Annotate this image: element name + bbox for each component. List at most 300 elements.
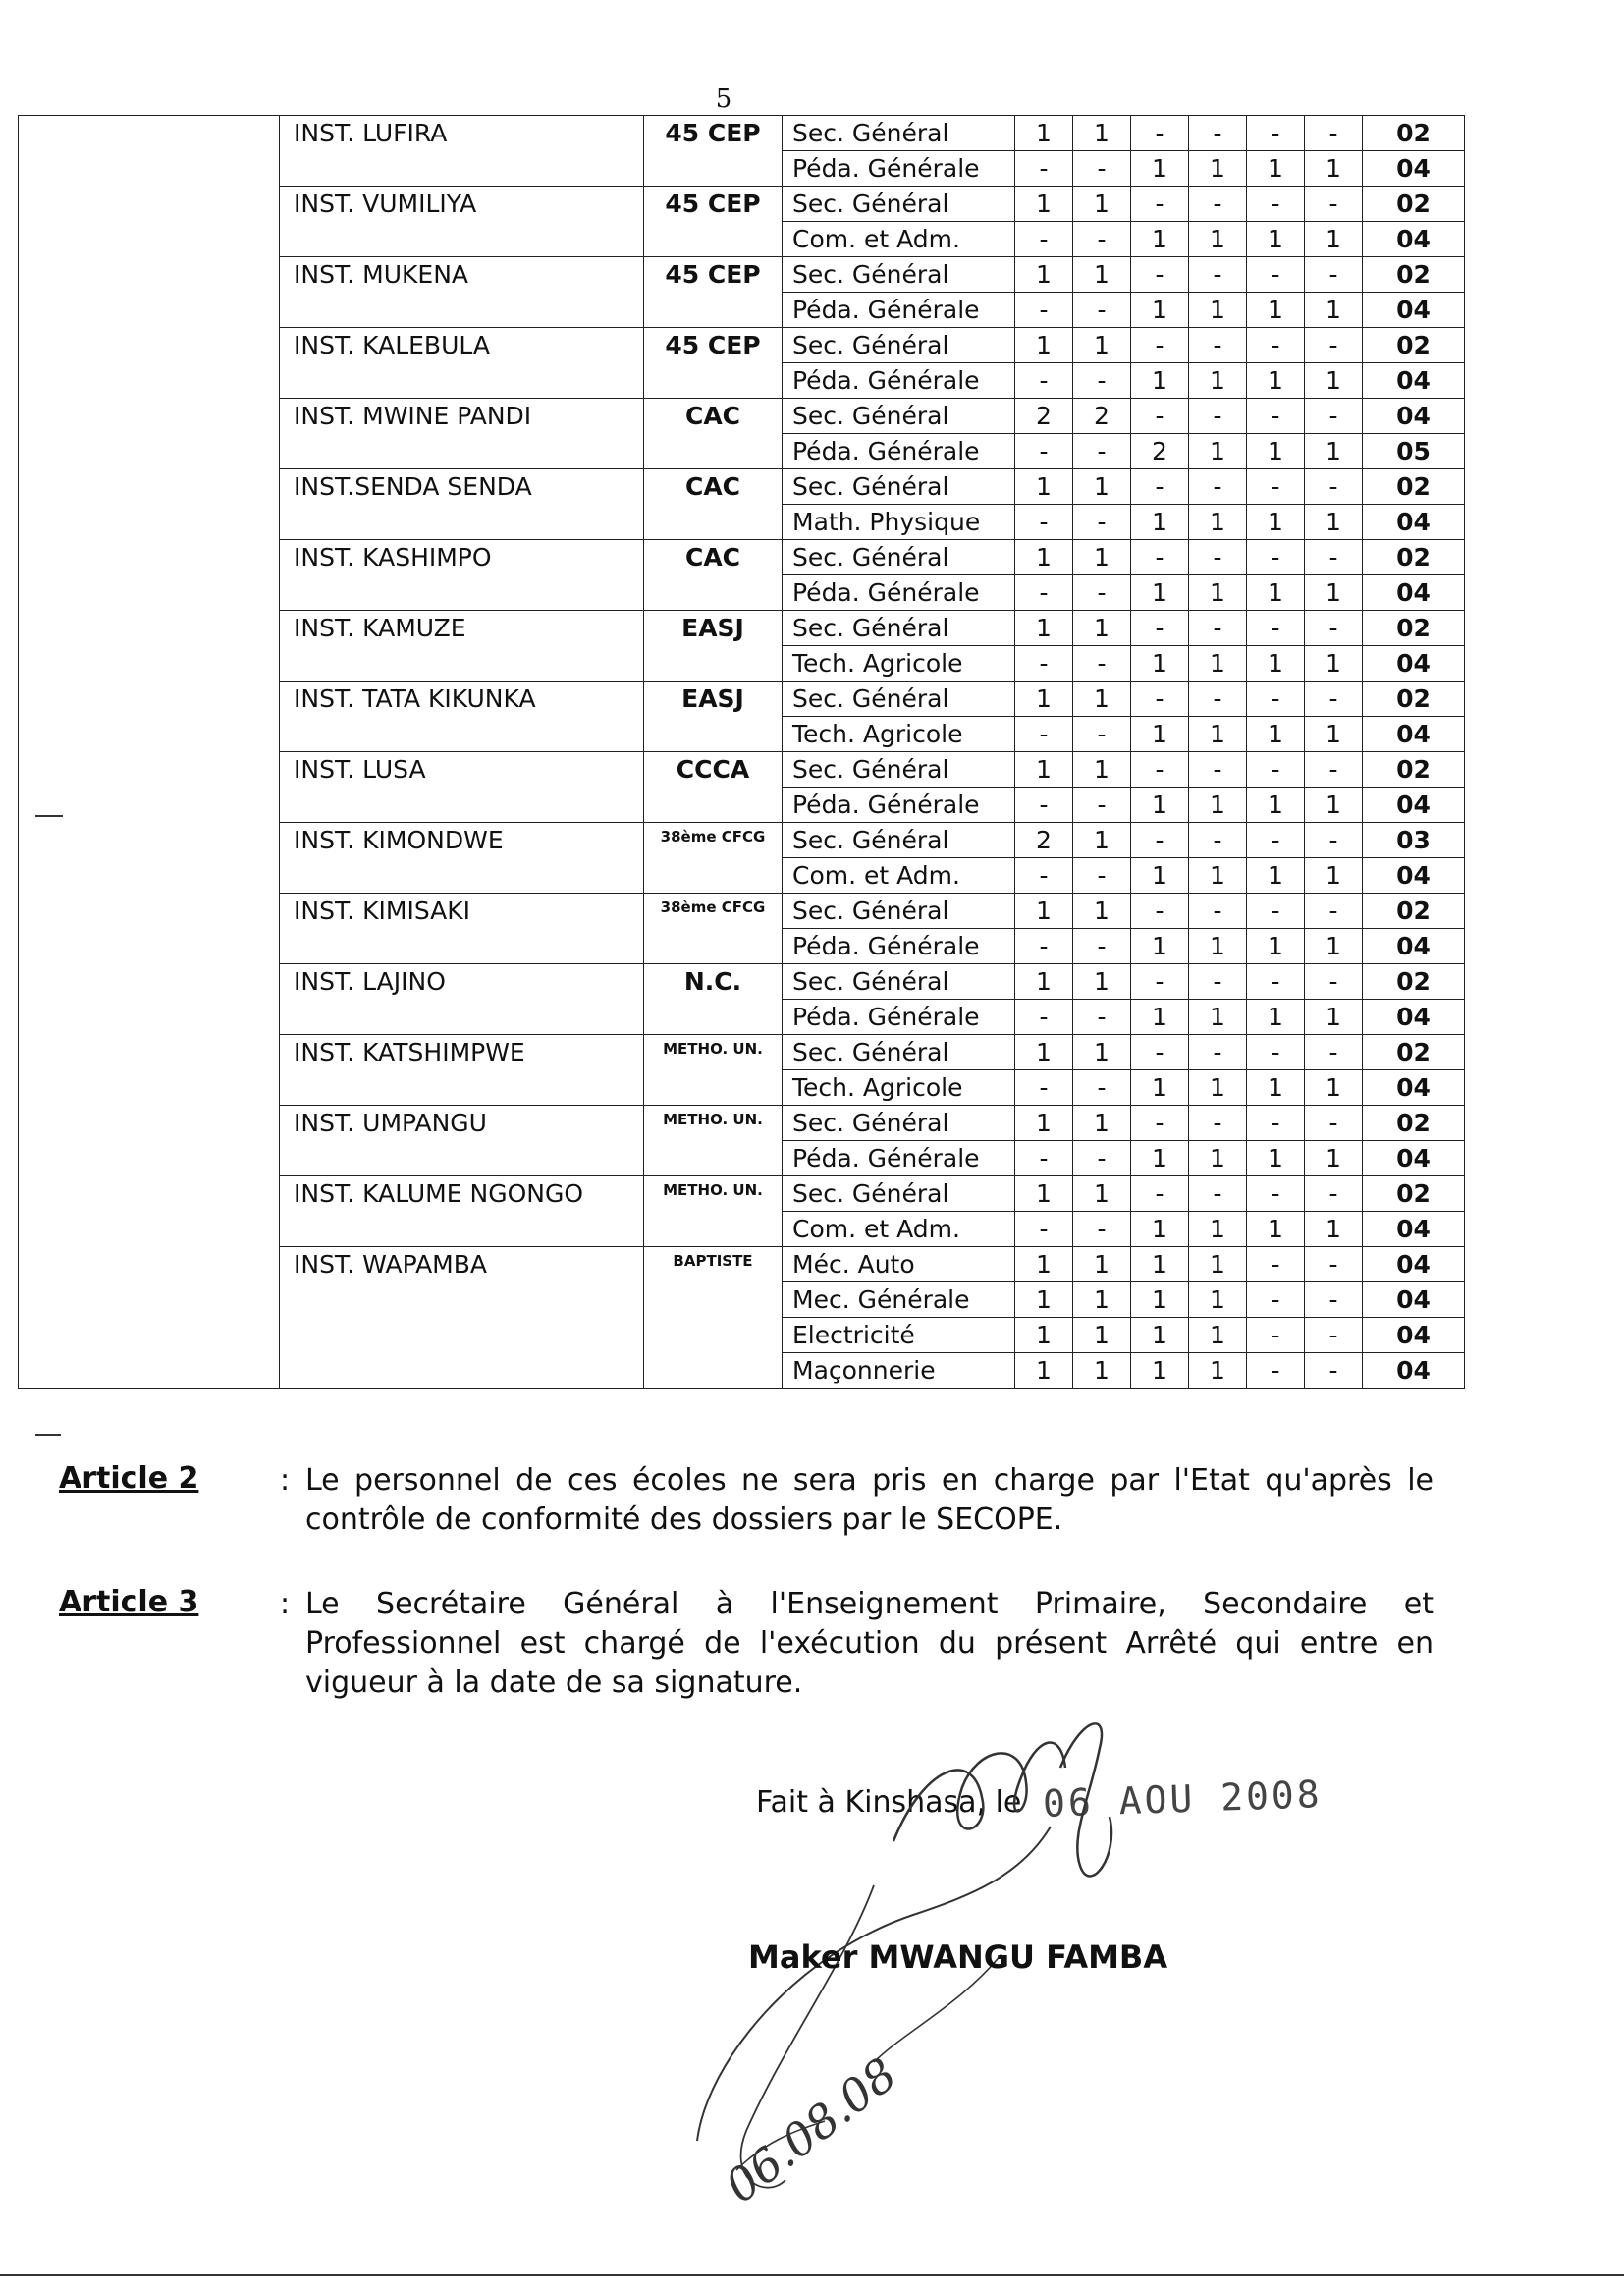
option-cell: Sec. Général xyxy=(783,399,1015,434)
class-count-cell: 2 xyxy=(1073,399,1131,434)
organisation-cell: EASJ xyxy=(644,611,783,682)
school-name-cell: INST. TATA KIKUNKA xyxy=(280,682,644,752)
article-label: Article 3 xyxy=(59,1585,199,1619)
class-count-cell: - xyxy=(1305,823,1363,858)
class-count-cell: - xyxy=(1305,469,1363,505)
schools-table-body xyxy=(19,116,1465,1389)
class-count-cell: - xyxy=(1305,752,1363,788)
class-count-cell: 1 xyxy=(1131,1318,1189,1353)
page-number: 5 xyxy=(715,84,732,114)
class-count-cell: 1 xyxy=(1131,222,1189,257)
class-count-cell: - xyxy=(1073,505,1131,540)
class-count-cell: 1 xyxy=(1073,257,1131,293)
option-cell: Sec. Général xyxy=(783,1106,1015,1141)
class-count-cell: - xyxy=(1131,257,1189,293)
class-count-cell: - xyxy=(1015,222,1073,257)
total-cell: 04 xyxy=(1363,1212,1465,1247)
class-count-cell: - xyxy=(1305,1318,1363,1353)
class-count-cell: - xyxy=(1131,116,1189,151)
option-cell: Péda. Générale xyxy=(783,293,1015,328)
option-cell: Tech. Agricole xyxy=(783,1070,1015,1106)
class-count-cell: 1 xyxy=(1073,187,1131,222)
total-cell: 04 xyxy=(1363,1000,1465,1035)
class-count-cell: 1 xyxy=(1015,257,1073,293)
organisation-cell: METHO. UN. xyxy=(644,1176,783,1247)
option-cell: Math. Physique xyxy=(783,505,1015,540)
closing-place: Fait à Kinshasa, le xyxy=(756,1785,1022,1820)
option-cell: Sec. Général xyxy=(783,611,1015,646)
class-count-cell: 1 xyxy=(1131,788,1189,823)
class-count-cell: 1 xyxy=(1015,1353,1073,1389)
total-cell: 02 xyxy=(1363,469,1465,505)
bottom-rule xyxy=(0,2274,1624,2276)
class-count-cell: 1 xyxy=(1015,1282,1073,1318)
class-count-cell: - xyxy=(1305,1035,1363,1070)
total-cell: 02 xyxy=(1363,682,1465,717)
class-count-cell: 1 xyxy=(1073,1176,1131,1212)
class-count-cell: 1 xyxy=(1131,646,1189,682)
class-count-cell: - xyxy=(1247,1035,1305,1070)
class-count-cell: - xyxy=(1015,858,1073,894)
option-cell: Com. et Adm. xyxy=(783,858,1015,894)
school-name-cell: INST.SENDA SENDA xyxy=(280,469,644,540)
option-cell: Péda. Générale xyxy=(783,788,1015,823)
class-count-cell: 1 xyxy=(1189,788,1247,823)
total-cell: 04 xyxy=(1363,399,1465,434)
class-count-cell: 1 xyxy=(1189,222,1247,257)
school-name-cell: INST. LAJINO xyxy=(280,964,644,1035)
class-count-cell: - xyxy=(1189,1106,1247,1141)
school-name-cell: INST. VUMILIYA xyxy=(280,187,644,257)
class-count-cell: 1 xyxy=(1247,1070,1305,1106)
class-count-cell: 1 xyxy=(1247,575,1305,611)
class-count-cell: 1 xyxy=(1247,717,1305,752)
class-count-cell: 1 xyxy=(1305,929,1363,964)
total-cell: 02 xyxy=(1363,964,1465,1000)
option-cell: Sec. Général xyxy=(783,894,1015,929)
class-count-cell: - xyxy=(1189,894,1247,929)
class-count-cell: 1 xyxy=(1073,752,1131,788)
class-count-cell: 1 xyxy=(1131,363,1189,399)
class-count-cell: 1 xyxy=(1131,1000,1189,1035)
margin-mark xyxy=(35,1434,61,1436)
class-count-cell: - xyxy=(1131,964,1189,1000)
signatory-name: Maker MWANGU FAMBA xyxy=(748,1938,1168,1976)
option-cell: Sec. Général xyxy=(783,328,1015,363)
option-cell: Méc. Auto xyxy=(783,1247,1015,1282)
class-count-cell: 1 xyxy=(1131,1282,1189,1318)
class-count-cell: 1 xyxy=(1015,1176,1073,1212)
class-count-cell: - xyxy=(1015,717,1073,752)
class-count-cell: - xyxy=(1305,964,1363,1000)
option-cell: Maçonnerie xyxy=(783,1353,1015,1389)
school-name-cell: INST. KATSHIMPWE xyxy=(280,1035,644,1106)
organisation-cell: 45 CEP xyxy=(644,187,783,257)
class-count-cell: - xyxy=(1131,540,1189,575)
article-colon: : xyxy=(280,1463,291,1498)
class-count-cell: - xyxy=(1247,469,1305,505)
class-count-cell: - xyxy=(1189,823,1247,858)
class-count-cell: - xyxy=(1015,1212,1073,1247)
class-count-cell: 1 xyxy=(1189,1141,1247,1176)
class-count-cell: 1 xyxy=(1073,823,1131,858)
class-count-cell: 1 xyxy=(1189,1282,1247,1318)
class-count-cell: - xyxy=(1189,964,1247,1000)
articles-section xyxy=(59,1461,1434,1748)
class-count-cell: - xyxy=(1305,187,1363,222)
class-count-cell: - xyxy=(1247,1247,1305,1282)
class-count-cell: - xyxy=(1073,434,1131,469)
class-count-cell: - xyxy=(1131,187,1189,222)
organisation-cell: 38ème CFCG xyxy=(644,894,783,964)
class-count-cell: 1 xyxy=(1131,717,1189,752)
class-count-cell: - xyxy=(1189,1176,1247,1212)
total-cell: 04 xyxy=(1363,717,1465,752)
class-count-cell: - xyxy=(1073,717,1131,752)
option-cell: Péda. Générale xyxy=(783,363,1015,399)
blank-column-cell xyxy=(19,116,280,1389)
margin-mark xyxy=(35,815,63,817)
class-count-cell: - xyxy=(1015,151,1073,187)
class-count-cell: 1 xyxy=(1305,434,1363,469)
class-count-cell: - xyxy=(1015,646,1073,682)
class-count-cell: 1 xyxy=(1015,1106,1073,1141)
class-count-cell: - xyxy=(1015,1070,1073,1106)
option-cell: Péda. Générale xyxy=(783,434,1015,469)
class-count-cell: 1 xyxy=(1247,929,1305,964)
class-count-cell: - xyxy=(1305,894,1363,929)
class-count-cell: 1 xyxy=(1073,540,1131,575)
class-count-cell: - xyxy=(1247,1106,1305,1141)
class-count-cell: 1 xyxy=(1189,575,1247,611)
class-count-cell: - xyxy=(1247,257,1305,293)
total-cell: 02 xyxy=(1363,257,1465,293)
organisation-cell: 45 CEP xyxy=(644,257,783,328)
option-cell: Electricité xyxy=(783,1318,1015,1353)
class-count-cell: - xyxy=(1073,929,1131,964)
class-count-cell: 1 xyxy=(1247,222,1305,257)
organisation-cell: BAPTISTE xyxy=(644,1247,783,1389)
class-count-cell: - xyxy=(1305,116,1363,151)
class-count-cell: 1 xyxy=(1247,363,1305,399)
class-count-cell: - xyxy=(1305,611,1363,646)
class-count-cell: - xyxy=(1189,187,1247,222)
class-count-cell: - xyxy=(1189,257,1247,293)
class-count-cell: - xyxy=(1189,682,1247,717)
option-cell: Sec. Général xyxy=(783,1035,1015,1070)
class-count-cell: - xyxy=(1189,328,1247,363)
class-count-cell: - xyxy=(1131,682,1189,717)
class-count-cell: 1 xyxy=(1015,1318,1073,1353)
article-text xyxy=(280,1461,1434,1540)
class-count-cell: - xyxy=(1247,1176,1305,1212)
option-cell: Péda. Générale xyxy=(783,151,1015,187)
class-count-cell: 1 xyxy=(1073,1353,1131,1389)
class-count-cell: - xyxy=(1073,858,1131,894)
class-count-cell: 1 xyxy=(1189,151,1247,187)
total-cell: 02 xyxy=(1363,1106,1465,1141)
class-count-cell: 1 xyxy=(1131,1247,1189,1282)
total-cell: 04 xyxy=(1363,1141,1465,1176)
class-count-cell: 1 xyxy=(1073,611,1131,646)
class-count-cell: 1 xyxy=(1189,1247,1247,1282)
option-cell: Sec. Général xyxy=(783,964,1015,1000)
class-count-cell: 1 xyxy=(1131,1141,1189,1176)
class-count-cell: 1 xyxy=(1247,434,1305,469)
class-count-cell: - xyxy=(1015,505,1073,540)
class-count-cell: - xyxy=(1073,363,1131,399)
school-name-cell: INST. MUKENA xyxy=(280,257,644,328)
class-count-cell: 1 xyxy=(1189,1070,1247,1106)
class-count-cell: 1 xyxy=(1015,894,1073,929)
organisation-cell: 45 CEP xyxy=(644,116,783,187)
total-cell: 04 xyxy=(1363,929,1465,964)
class-count-cell: 1 xyxy=(1189,1000,1247,1035)
class-count-cell: 1 xyxy=(1305,858,1363,894)
school-name-cell: INST. KAMUZE xyxy=(280,611,644,682)
class-count-cell: - xyxy=(1131,894,1189,929)
date-stamp: 06 AOU 2008 xyxy=(1042,1772,1324,1826)
class-count-cell: 1 xyxy=(1073,682,1131,717)
class-count-cell: 1 xyxy=(1189,1353,1247,1389)
class-count-cell: 1 xyxy=(1305,293,1363,328)
class-count-cell: - xyxy=(1073,293,1131,328)
class-count-cell: - xyxy=(1015,434,1073,469)
class-count-cell: - xyxy=(1015,788,1073,823)
class-count-cell: - xyxy=(1305,399,1363,434)
option-cell: Tech. Agricole xyxy=(783,717,1015,752)
class-count-cell: 1 xyxy=(1015,1035,1073,1070)
class-count-cell: - xyxy=(1073,1070,1131,1106)
class-count-cell: 1 xyxy=(1073,469,1131,505)
total-cell: 04 xyxy=(1363,788,1465,823)
option-cell: Sec. Général xyxy=(783,823,1015,858)
total-cell: 02 xyxy=(1363,540,1465,575)
class-count-cell: 1 xyxy=(1305,1212,1363,1247)
class-count-cell: - xyxy=(1247,1282,1305,1318)
class-count-cell: 1 xyxy=(1131,929,1189,964)
organisation-cell: CAC xyxy=(644,469,783,540)
class-count-cell: 1 xyxy=(1305,1000,1363,1035)
class-count-cell: - xyxy=(1247,1318,1305,1353)
class-count-cell: 1 xyxy=(1015,682,1073,717)
class-count-cell: - xyxy=(1189,1035,1247,1070)
class-count-cell: 1 xyxy=(1247,293,1305,328)
school-name-cell: INST. KASHIMPO xyxy=(280,540,644,611)
class-count-cell: 1 xyxy=(1305,1070,1363,1106)
class-count-cell: - xyxy=(1015,363,1073,399)
total-cell: 04 xyxy=(1363,151,1465,187)
class-count-cell: 1 xyxy=(1015,469,1073,505)
class-count-cell: 1 xyxy=(1073,328,1131,363)
class-count-cell: - xyxy=(1247,187,1305,222)
class-count-cell: 1 xyxy=(1131,858,1189,894)
class-count-cell: 1 xyxy=(1073,894,1131,929)
class-count-cell: 1 xyxy=(1073,1247,1131,1282)
school-name-cell: INST. KIMISAKI xyxy=(280,894,644,964)
article-colon: : xyxy=(280,1587,291,1621)
class-count-cell: - xyxy=(1131,328,1189,363)
school-name-cell: INST. KIMONDWE xyxy=(280,823,644,894)
school-name-cell: INST. LUFIRA xyxy=(280,116,644,187)
organisation-cell: METHO. UN. xyxy=(644,1106,783,1176)
class-count-cell: 1 xyxy=(1305,788,1363,823)
class-count-cell: 1 xyxy=(1189,1212,1247,1247)
class-count-cell: 1 xyxy=(1015,752,1073,788)
organisation-cell: N.C. xyxy=(644,964,783,1035)
total-cell: 04 xyxy=(1363,858,1465,894)
class-count-cell: 1 xyxy=(1247,1141,1305,1176)
total-cell: 02 xyxy=(1363,1176,1465,1212)
class-count-cell: 1 xyxy=(1131,575,1189,611)
school-name-cell: INST. KALEBULA xyxy=(280,328,644,399)
class-count-cell: 1 xyxy=(1015,611,1073,646)
class-count-cell: 1 xyxy=(1073,1318,1131,1353)
class-count-cell: - xyxy=(1247,894,1305,929)
article-2 xyxy=(59,1461,1434,1540)
class-count-cell: - xyxy=(1131,823,1189,858)
class-count-cell: 1 xyxy=(1015,964,1073,1000)
class-count-cell: 1 xyxy=(1305,363,1363,399)
total-cell: 02 xyxy=(1363,611,1465,646)
class-count-cell: 1 xyxy=(1015,187,1073,222)
class-count-cell: 1 xyxy=(1305,717,1363,752)
total-cell: 05 xyxy=(1363,434,1465,469)
class-count-cell: - xyxy=(1015,929,1073,964)
class-count-cell: - xyxy=(1073,222,1131,257)
total-cell: 04 xyxy=(1363,575,1465,611)
class-count-cell: 2 xyxy=(1015,399,1073,434)
class-count-cell: 1 xyxy=(1189,1318,1247,1353)
class-count-cell: 1 xyxy=(1305,575,1363,611)
class-count-cell: 1 xyxy=(1073,1106,1131,1141)
option-cell: Mec. Générale xyxy=(783,1282,1015,1318)
total-cell: 02 xyxy=(1363,752,1465,788)
class-count-cell: - xyxy=(1131,1106,1189,1141)
class-count-cell: 1 xyxy=(1015,1247,1073,1282)
class-count-cell: 1 xyxy=(1073,964,1131,1000)
class-count-cell: - xyxy=(1189,399,1247,434)
class-count-cell: - xyxy=(1015,575,1073,611)
class-count-cell: - xyxy=(1247,611,1305,646)
class-count-cell: - xyxy=(1247,116,1305,151)
class-count-cell: - xyxy=(1073,646,1131,682)
class-count-cell: 1 xyxy=(1247,151,1305,187)
class-count-cell: 2 xyxy=(1131,434,1189,469)
class-count-cell: - xyxy=(1131,611,1189,646)
class-count-cell: - xyxy=(1073,151,1131,187)
class-count-cell: 1 xyxy=(1015,116,1073,151)
class-count-cell: - xyxy=(1247,328,1305,363)
class-count-cell: 1 xyxy=(1189,646,1247,682)
class-count-cell: - xyxy=(1073,788,1131,823)
organisation-cell: 45 CEP xyxy=(644,328,783,399)
class-count-cell: 1 xyxy=(1073,1035,1131,1070)
option-cell: Sec. Général xyxy=(783,187,1015,222)
option-cell: Sec. Général xyxy=(783,752,1015,788)
total-cell: 04 xyxy=(1363,505,1465,540)
school-name-cell: INST. LUSA xyxy=(280,752,644,823)
total-cell: 02 xyxy=(1363,894,1465,929)
class-count-cell: - xyxy=(1305,1247,1363,1282)
class-count-cell: - xyxy=(1305,328,1363,363)
class-count-cell: 1 xyxy=(1189,363,1247,399)
article-text xyxy=(280,1585,1434,1703)
class-count-cell: - xyxy=(1073,1212,1131,1247)
article-3 xyxy=(59,1585,1434,1703)
class-count-cell: 1 xyxy=(1189,505,1247,540)
class-count-cell: - xyxy=(1247,540,1305,575)
class-count-cell: - xyxy=(1189,752,1247,788)
total-cell: 04 xyxy=(1363,1247,1465,1282)
total-cell: 03 xyxy=(1363,823,1465,858)
option-cell: Péda. Générale xyxy=(783,575,1015,611)
option-cell: Com. et Adm. xyxy=(783,222,1015,257)
option-cell: Péda. Générale xyxy=(783,929,1015,964)
total-cell: 04 xyxy=(1363,646,1465,682)
class-count-cell: - xyxy=(1131,399,1189,434)
class-count-cell: - xyxy=(1131,752,1189,788)
option-cell: Sec. Général xyxy=(783,116,1015,151)
class-count-cell: 1 xyxy=(1247,646,1305,682)
class-count-cell: - xyxy=(1305,1282,1363,1318)
schools-table xyxy=(18,115,1465,1389)
option-cell: Sec. Général xyxy=(783,682,1015,717)
total-cell: 04 xyxy=(1363,1318,1465,1353)
option-cell: Sec. Général xyxy=(783,540,1015,575)
class-count-cell: 1 xyxy=(1073,1282,1131,1318)
option-cell: Sec. Général xyxy=(783,469,1015,505)
class-count-cell: - xyxy=(1131,1035,1189,1070)
class-count-cell: 1 xyxy=(1131,151,1189,187)
option-cell: Sec. Général xyxy=(783,1176,1015,1212)
class-count-cell: 1 xyxy=(1189,717,1247,752)
class-count-cell: - xyxy=(1073,575,1131,611)
total-cell: 04 xyxy=(1363,363,1465,399)
class-count-cell: - xyxy=(1189,469,1247,505)
article-body: Le Secrétaire Général à l'Enseignement Primaire, Secondaire et Professionnel est chargé de l'exécution du présent Arrêté qui entre en vigueur à la date de sa signature. xyxy=(305,1587,1434,1700)
organisation-cell: 38ème CFCG xyxy=(644,823,783,894)
class-count-cell: - xyxy=(1247,1353,1305,1389)
article-label: Article 2 xyxy=(59,1461,199,1496)
class-count-cell: - xyxy=(1015,1000,1073,1035)
class-count-cell: 1 xyxy=(1305,646,1363,682)
total-cell: 04 xyxy=(1363,1070,1465,1106)
class-count-cell: - xyxy=(1247,399,1305,434)
class-count-cell: 1 xyxy=(1131,1353,1189,1389)
option-cell: Péda. Générale xyxy=(783,1141,1015,1176)
organisation-cell: CAC xyxy=(644,540,783,611)
class-count-cell: - xyxy=(1189,540,1247,575)
school-name-cell: INST. KALUME NGONGO xyxy=(280,1176,644,1247)
class-count-cell: - xyxy=(1247,823,1305,858)
class-count-cell: 1 xyxy=(1247,788,1305,823)
class-count-cell: 1 xyxy=(1189,434,1247,469)
class-count-cell: - xyxy=(1305,682,1363,717)
class-count-cell: - xyxy=(1015,1141,1073,1176)
total-cell: 04 xyxy=(1363,1282,1465,1318)
class-count-cell: 1 xyxy=(1189,293,1247,328)
option-cell: Sec. Général xyxy=(783,257,1015,293)
class-count-cell: - xyxy=(1305,1176,1363,1212)
class-count-cell: 1 xyxy=(1247,1000,1305,1035)
class-count-cell: - xyxy=(1305,1106,1363,1141)
option-cell: Tech. Agricole xyxy=(783,646,1015,682)
class-count-cell: - xyxy=(1189,611,1247,646)
class-count-cell: 1 xyxy=(1131,1212,1189,1247)
organisation-cell: EASJ xyxy=(644,682,783,752)
class-count-cell: - xyxy=(1073,1000,1131,1035)
